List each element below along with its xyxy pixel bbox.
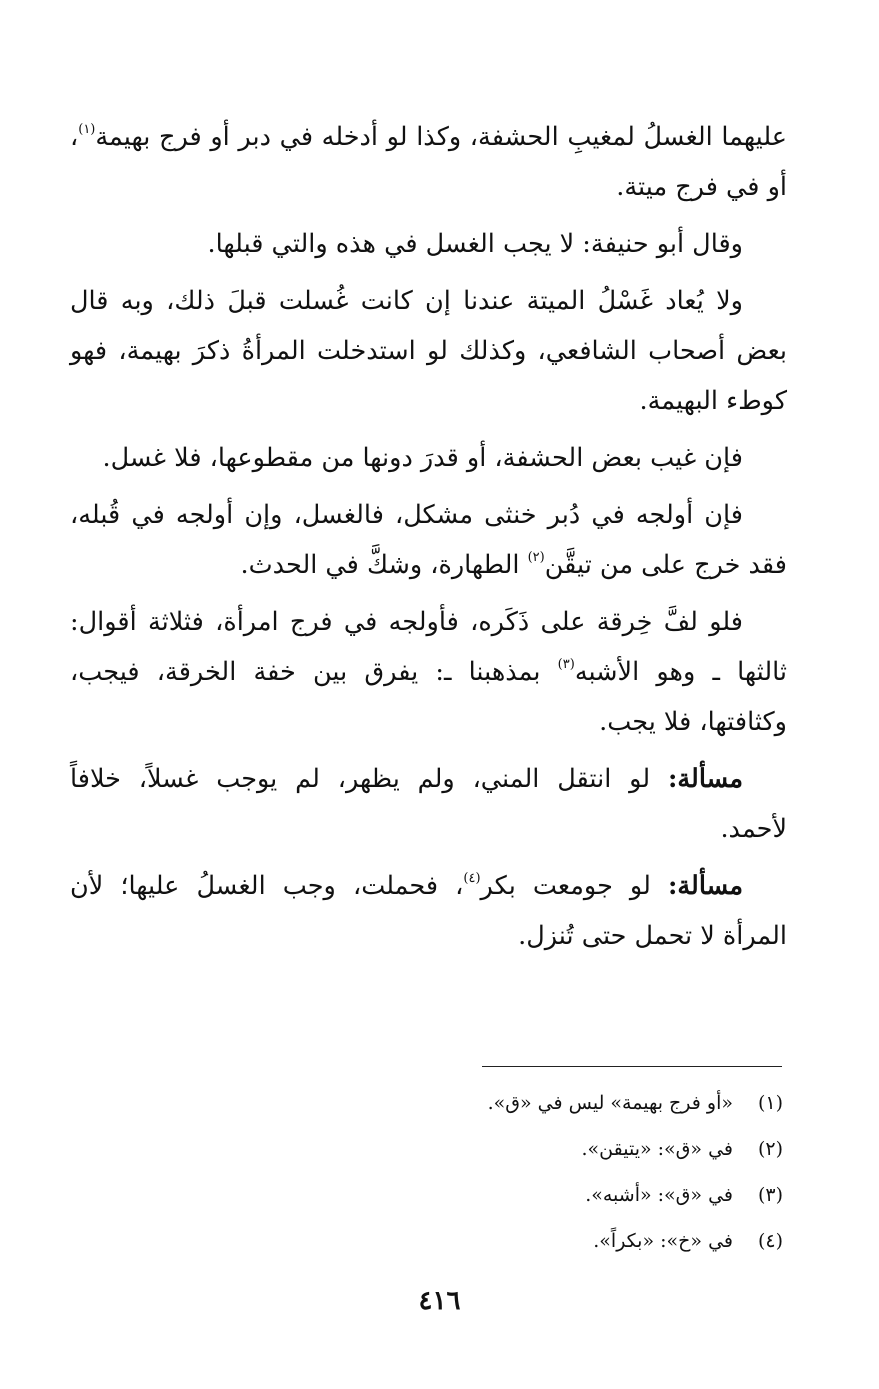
text-line: وقال أبو حنيفة: لا يجب الغسل في هذه والتي قبلها. [207,229,743,259]
paragraph [70,490,787,590]
paragraph [70,597,787,747]
text-span: ثالثها ـ وهو الأشبه [574,657,787,687]
text-span: عليهما الغسلُ لمغيبِ الحشفة، وكذا لو أدخله في دبر أو فرج بهيمة [95,122,787,152]
issue-label: مسألة: [667,764,743,794]
issue-label: مسألة: [667,871,743,901]
footnote-item [363,1218,783,1264]
text-line [70,754,787,804]
footnote-text: في «خ»: «بكراً». [593,1230,733,1252]
footnote-text: في «ق»: «أشبه». [585,1184,733,1206]
footnote-number: (٣) [757,1184,783,1206]
footnote-ref[interactable]: (٣) [557,657,575,672]
footnote-ref[interactable]: (٢) [527,550,545,565]
text-line: فإن غيب بعض الحشفة، أو قدرَ دونها من مقطوعها، فلا غسل. [102,443,743,473]
text-line: فلو لفَّ خِرقة على ذَكَره، فأولجه في فرج امرأة، فثلاثة أقوال: [70,607,743,637]
text-line: كوطء البهيمة. [639,386,787,416]
footnote-text: في «ق»: «يتيقن». [581,1138,733,1160]
footnote-ref[interactable]: (١) [78,122,96,137]
text-line: بعض أصحاب الشافعي، وكذلك لو استدخلت المرأةُ ذكرَ بهيمة، فهو [70,336,787,366]
main-text [70,112,787,968]
text-line: أو في فرج ميتة. [616,172,787,202]
footnote-text: «أو فرج بهيمة» ليس في «ق». [487,1092,733,1114]
footnote-number: (٤) [757,1230,783,1252]
text-line: لأحمد. [720,814,787,844]
paragraph [70,276,787,426]
text-line: ولا يُعاد غَسْلُ الميتة عندنا إن كانت غُسلت قبلَ ذلك، وبه قال [70,286,743,316]
paragraph [70,754,787,854]
text-span: ، فحملت، وجب الغسلُ عليها؛ لأن [70,871,464,901]
text-line: المرأة لا تحمل حتى تُنزل. [518,921,787,951]
footnote-divider [482,1066,782,1067]
text-span: لو جومعت بكر [480,871,668,901]
footnote-item [363,1172,783,1218]
text-line [70,861,787,911]
text-line: وكثافتها، فلا يجب. [599,707,787,737]
paragraph [70,112,787,212]
paragraph [70,433,787,483]
footnotes [363,1080,783,1264]
paragraph [70,219,787,269]
text-span: ، [70,122,79,152]
footnote-number: (٢) [757,1138,783,1160]
paragraph [70,861,787,961]
text-line: فإن أولجه في دُبر خنثى مشكل، فالغسل، وإن أولجه في قُبله، [70,500,743,530]
text-span: لو انتقل المني، ولم يظهر، لم يوجب غسلاً، خلافاً [70,764,668,794]
text-span: فقد خرج على من تيقَّن [544,550,787,580]
footnote-item [363,1126,783,1172]
text-line [70,112,787,162]
footnote-item [363,1080,783,1126]
text-span: بمذهبنا ـ: يفرق بين خفة الخرقة، فيجب، [70,657,558,687]
footnote-number: (١) [757,1092,783,1114]
footnote-ref[interactable]: (٤) [463,871,481,886]
text-line [70,540,787,590]
text-line [70,647,787,697]
text-span: الطهارة، وشكَّ في الحدث. [240,550,528,580]
page-number: ٤١٦ [418,1286,461,1316]
